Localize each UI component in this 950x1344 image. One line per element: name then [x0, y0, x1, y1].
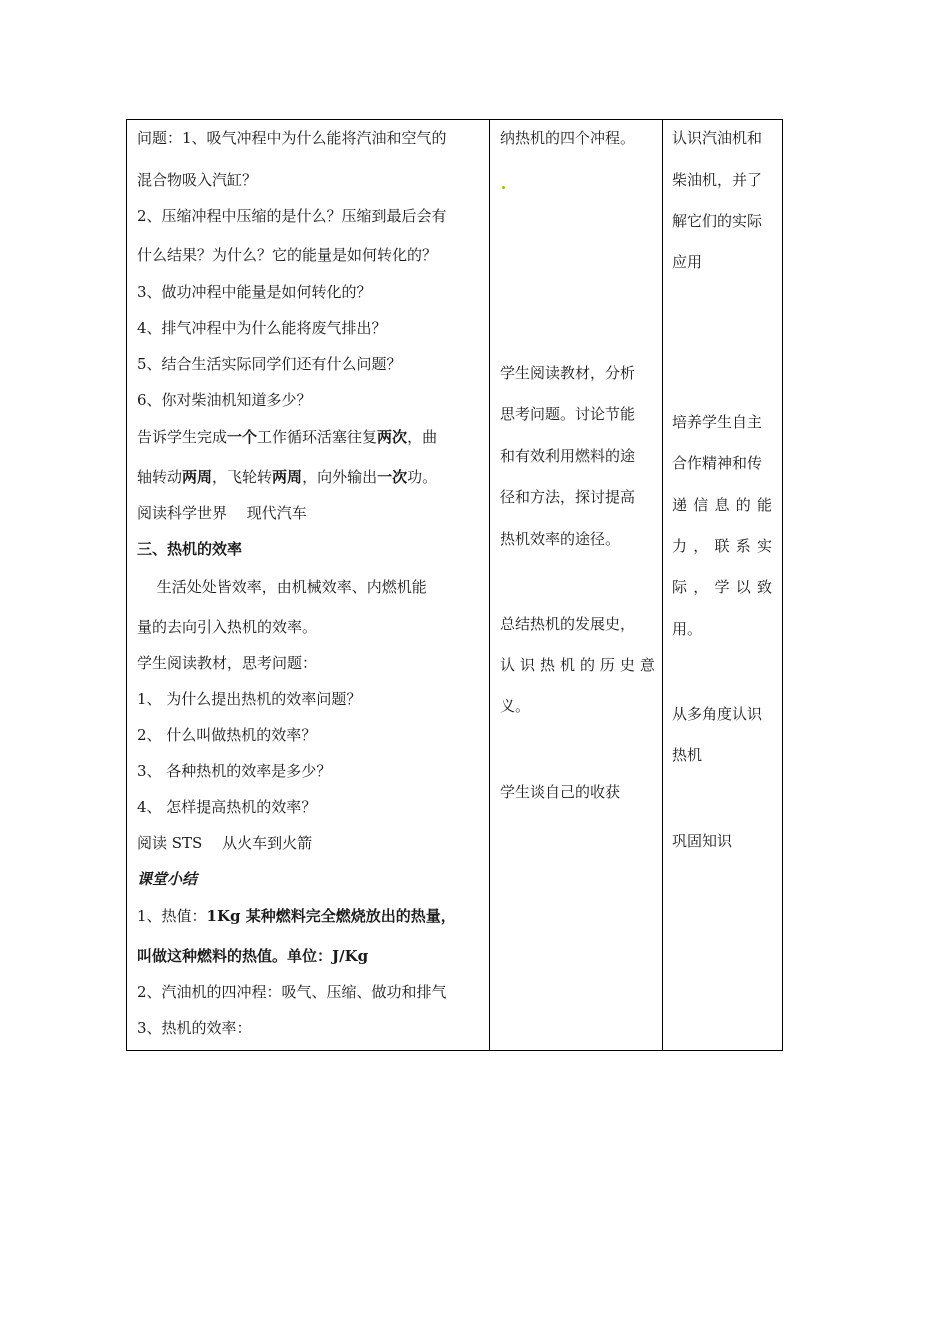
- char: 信: [693, 496, 709, 514]
- text: 轴转动: [137, 468, 183, 486]
- intent-line-12: 热机: [672, 746, 703, 764]
- intent-line-3: 解它们的实际: [672, 212, 763, 230]
- intent-line-6: 合作精神和传: [672, 454, 763, 472]
- intent-line-7: [672, 495, 772, 515]
- question-2a: 2、压缩冲程中压缩的是什么？压缩到最后会有: [137, 207, 447, 225]
- activity-line-2: 学生阅读教材，分析: [500, 364, 636, 382]
- reading-sts: 阅读 STS 从火车到火箭: [137, 834, 313, 852]
- intent-line-9: [672, 577, 772, 597]
- text: ，向外输出: [302, 468, 378, 486]
- efficiency-question-1: 1、 为什么提出热机的效率问题？: [137, 690, 362, 708]
- char: 递: [672, 496, 688, 514]
- char: 联: [714, 537, 730, 555]
- char: 历: [599, 656, 615, 674]
- intro-a: 生活处处皆效率，由机械效率、内燃机能: [137, 578, 427, 596]
- text: 1、热值：: [137, 907, 207, 925]
- activity-line-9: 义。: [500, 697, 531, 715]
- question-1a: 问题：1、吸气冲程中为什么能将汽油和空气的: [137, 129, 447, 147]
- char: 系: [735, 537, 751, 555]
- char: 际: [672, 578, 688, 596]
- efficiency-question-3: 3、 各种热机的效率是多少？: [137, 762, 332, 780]
- char: ，: [693, 537, 709, 555]
- efficiency-question-2: 2、 什么叫做热机的效率？: [137, 726, 317, 744]
- char: 史: [619, 656, 635, 674]
- intent-line-11: 从多角度认识: [672, 705, 763, 723]
- summary-heading: 课堂小结: [137, 870, 198, 888]
- char: 的: [735, 496, 751, 514]
- activity-line-1: 纳热机的四个冲程。: [500, 129, 636, 147]
- question-4: 4、排气冲程中为什么能将废气排出？: [137, 319, 387, 337]
- reading-prompt: 学生阅读教材，思考问题：: [137, 654, 318, 672]
- activity-line-7: 总结热机的发展史，: [500, 615, 636, 633]
- text: ，曲: [407, 428, 438, 446]
- question-5: 5、结合生活实际同学们还有什么问题？: [137, 355, 402, 373]
- question-1b: 混合物吸入汽缸？: [137, 171, 258, 189]
- char: 能: [756, 496, 772, 514]
- emphasis: 1Kg 某种燃料完全燃烧放出的热量，: [206, 907, 456, 925]
- intent-line-8: [672, 536, 772, 556]
- char: 的: [579, 656, 595, 674]
- char: 以: [735, 578, 751, 596]
- activity-line-5: 径和方法，探讨提高: [500, 488, 636, 506]
- char: 认: [500, 656, 516, 674]
- text: 告诉学生完成: [137, 428, 228, 446]
- emphasis: 两次: [377, 428, 408, 446]
- cycle-statement-b: [137, 467, 437, 487]
- char: 致: [756, 578, 772, 596]
- text: ，飞轮转: [212, 468, 273, 486]
- char: 力: [672, 537, 688, 555]
- intent-line-5: 培养学生自主: [672, 413, 763, 431]
- text: 工作循环活塞往复: [257, 428, 378, 446]
- text: 功。: [407, 468, 438, 486]
- section-heading-efficiency: 三、热机的效率: [137, 540, 243, 558]
- char: 意: [639, 656, 655, 674]
- reading-science-world: 阅读科学世界 现代汽车: [137, 504, 307, 522]
- activity-line-10: 学生谈自己的收获: [500, 783, 621, 801]
- char: 息: [714, 496, 730, 514]
- activity-line-6: 热机效率的途径。: [500, 530, 621, 548]
- summary-2: 2、汽油机的四冲程：吸气、压缩、做功和排气: [137, 983, 447, 1001]
- question-3: 3、做功冲程中能量是如何转化的？: [137, 283, 372, 301]
- activity-line-4: 和有效利用燃料的途: [500, 447, 636, 465]
- efficiency-question-4: 4、 怎样提高热机的效率？: [137, 798, 317, 816]
- stray-mark: [502, 186, 505, 189]
- activity-line-8: [500, 655, 655, 675]
- intent-line-1: 认识汽油机和: [672, 129, 763, 147]
- question-2b: 什么结果？为什么？它的能量是如何转化的？: [137, 246, 438, 264]
- char: 机: [559, 656, 575, 674]
- intent-line-10: 用。: [672, 620, 703, 638]
- summary-1a: [137, 906, 456, 926]
- emphasis: 一次: [377, 468, 408, 486]
- intent-line-13: 巩固知识: [672, 832, 733, 850]
- activity-line-3: 思考问题。讨论节能: [500, 405, 636, 423]
- emphasis: 一个: [227, 428, 258, 446]
- cycle-statement-a: [137, 427, 437, 447]
- emphasis: 两周: [182, 468, 213, 486]
- emphasis: 两周: [272, 468, 303, 486]
- char: 识: [519, 656, 535, 674]
- summary-3: 3、热机的效率：: [137, 1019, 252, 1037]
- intent-line-2: 柴油机，并了: [672, 171, 763, 189]
- intro-b: 量的去向引入热机的效率。: [137, 618, 318, 636]
- lesson-table: [126, 119, 783, 1051]
- char: 学: [714, 578, 730, 596]
- char: 实: [756, 537, 772, 555]
- char: 热: [539, 656, 555, 674]
- char: ，: [693, 578, 709, 596]
- column-divider-2: [662, 120, 663, 1050]
- summary-1b: 叫做这种燃料的热值。单位：J/Kg: [137, 947, 369, 965]
- intent-line-4: 应用: [672, 253, 703, 271]
- question-6: 6、你对柴油机知道多少？: [137, 391, 312, 409]
- column-divider-1: [489, 120, 490, 1050]
